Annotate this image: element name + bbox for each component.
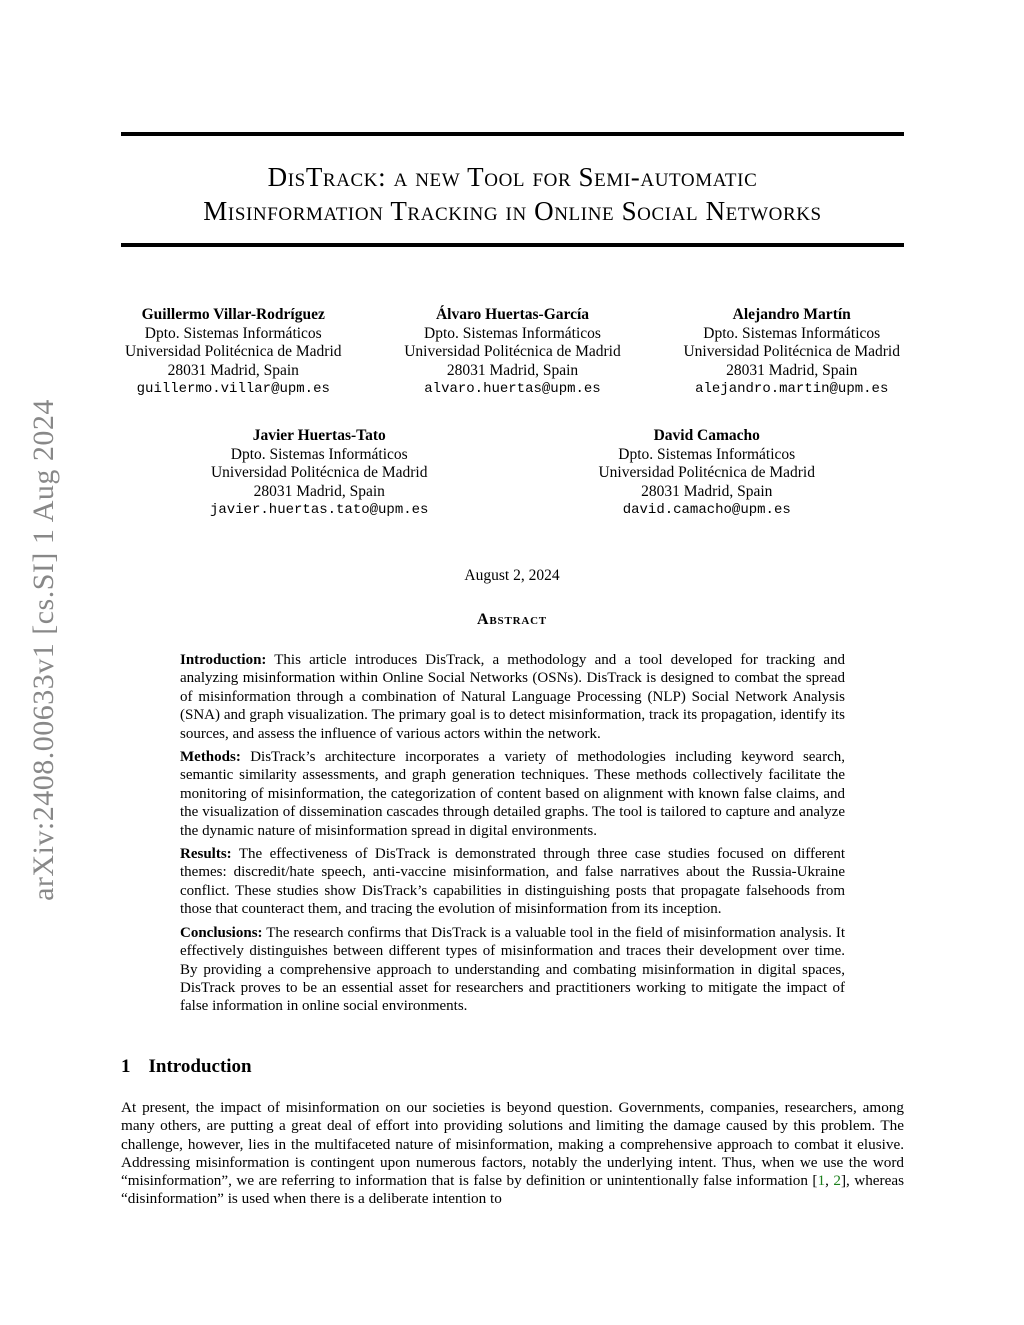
paper-title — [121, 160, 904, 228]
author-department: Dpto. Sistemas Informáticos — [144, 324, 322, 342]
title-top-rule — [121, 132, 904, 136]
author-department: Dpto. Sistemas Informáticos — [618, 445, 796, 463]
authors-row-2 — [210, 427, 815, 520]
author-university: Universidad Politécnica de Madrid — [404, 343, 621, 360]
author-university: Universidad Politécnica de Madrid — [125, 343, 342, 360]
author-email[interactable]: javier.huertas.tato@upm.es — [210, 502, 429, 518]
author-city: 28031 Madrid, Spain — [726, 361, 858, 379]
abstract-paragraph-introduction — [180, 651, 845, 743]
author-email[interactable]: guillermo.villar@upm.es — [136, 381, 330, 397]
author-name: Álvaro Huertas-García — [435, 306, 590, 323]
author-department: Dpto. Sistemas Informáticos — [230, 445, 408, 463]
abstract-label: Introduction: — [180, 652, 267, 668]
abstract-paragraph-methods — [180, 748, 845, 840]
abstract-paragraph-conclusions — [180, 924, 845, 1016]
title-bottom-rule — [121, 243, 904, 247]
author-email[interactable]: alvaro.huertas@upm.es — [424, 381, 601, 397]
author-department: Dpto. Sistemas Informáticos — [703, 324, 881, 342]
arxiv-identifier-stamp: arXiv:2408.00633v1 [cs.SI] 1 Aug 2024 — [27, 399, 60, 901]
author-city: 28031 Madrid, Spain — [253, 482, 385, 500]
abstract-label: Results: — [180, 846, 232, 863]
publication-date: August 2, 2024 — [464, 567, 560, 584]
author-department: Dpto. Sistemas Informáticos — [424, 324, 601, 342]
author-city: 28031 Madrid, Spain — [641, 482, 773, 500]
author-city: 28031 Madrid, Spain — [446, 361, 579, 379]
title-line-1: DisTrack: a new Tool for Semi-automatic — [267, 162, 758, 192]
citation-link[interactable]: 1 — [817, 1172, 826, 1190]
author-email[interactable]: alejandro.martin@upm.es — [695, 381, 889, 397]
author-university: Universidad Politécnica de Madrid — [683, 343, 900, 360]
abstract-heading: Abstract — [477, 611, 547, 628]
title-line-2: Misinformation Tracking in Online Social Networks — [203, 196, 822, 226]
abstract-paragraph-results — [180, 845, 845, 919]
author-name: David Camacho — [653, 427, 760, 444]
author-name: Javier Huertas-Tato — [252, 427, 386, 444]
section-number: 1 — [121, 1056, 131, 1077]
abstract-text: DisTrack’s architecture incorporates a variety of methodologies including keyword search, semantic similarity assessments, and graph generation techniques. These methods collectively facilitate the monitoring of misinformation, the categorization of content based on alignment with known false claims, and the visualization of dissemination cascades through detailed graphs. The tool is tailored to capture and analyze the dynamic nature of misinformation spread in digital environments. — [180, 749, 845, 839]
author-block — [683, 306, 900, 399]
authors-row-1 — [125, 306, 900, 399]
author-block — [125, 306, 342, 399]
abstract-text: The effectiveness of DisTrack is demonstrated through three case studies focused on different themes: discredit/hate speech, anti-vaccine misinformation, and false narratives about the Russia-Ukraine conflict. These studies show DisTrack’s capabilities in distinguishing posts that propagate falsehoods from those that counteract them, and tracing the evolution of misinformation from its inception. — [180, 846, 845, 918]
author-name: Alejandro Martín — [732, 306, 851, 323]
author-block — [404, 306, 621, 399]
section-title: Introduction — [148, 1056, 252, 1077]
author-email[interactable]: david.camacho@upm.es — [622, 502, 791, 518]
citation-link[interactable]: 2 — [833, 1172, 841, 1190]
abstract-body — [180, 651, 845, 1021]
author-university: Universidad Politécnica de Madrid — [210, 464, 428, 481]
author-university: Universidad Politécnica de Madrid — [598, 464, 815, 481]
abstract-text: The research confirms that DisTrack is a valuable tool in the field of misinformation analysis. It effectively distinguishes between different types of misinformation and traces their development over time. By providing a comprehensive approach to understanding and combating misinformation in digital spaces, DisTrack proves to be an essential asset for researchers and practitioners working to mitigate the impact of false information in online social environments. — [180, 924, 845, 1015]
author-block — [598, 427, 815, 520]
author-city: 28031 Madrid, Spain — [167, 361, 299, 379]
section-body-text — [121, 1099, 904, 1209]
author-block — [210, 427, 428, 520]
abstract-text: This article introduces DisTrack, a methodology and a tool developed for tracking and analyzing misinformation within Online Social Networks (OSNs). DisTrack is designed to combat the spread of misinformation through a combination of Natural Language Processing (NLP) Social Network Analysis (SNA) and graph visualization. The primary goal is to detect misinformation, track its propagation, identify its sources, and assess the influence of various actors within the network. — [180, 652, 845, 742]
abstract-label: Conclusions: — [180, 924, 263, 941]
citation-separator: , — [825, 1172, 834, 1190]
section-heading — [121, 1056, 252, 1078]
author-name: Guillermo Villar-Rodríguez — [141, 306, 325, 323]
body-text-part: At present, the impact of misinformation on our societies is beyond question. Governments, companies, researchers, among many others, are putting a great deal of effort into providing solutions and limiting the damage caused by this problem. The challenge, however, lies in the multifaceted nature of misinformation, making a comprehensive approach to combat it elusive. Addressing misinformation is contingent upon numerous factors, notably the underlying intent. Thus, when we use the word “misinformation”, we are referring to information that is false by definition or unintentionally false information [ — [121, 1099, 904, 1190]
body-text-part: ], whereas “disinformation” is used when there is a deliberate intention to — [121, 1172, 904, 1208]
abstract-label: Methods: — [180, 749, 241, 766]
